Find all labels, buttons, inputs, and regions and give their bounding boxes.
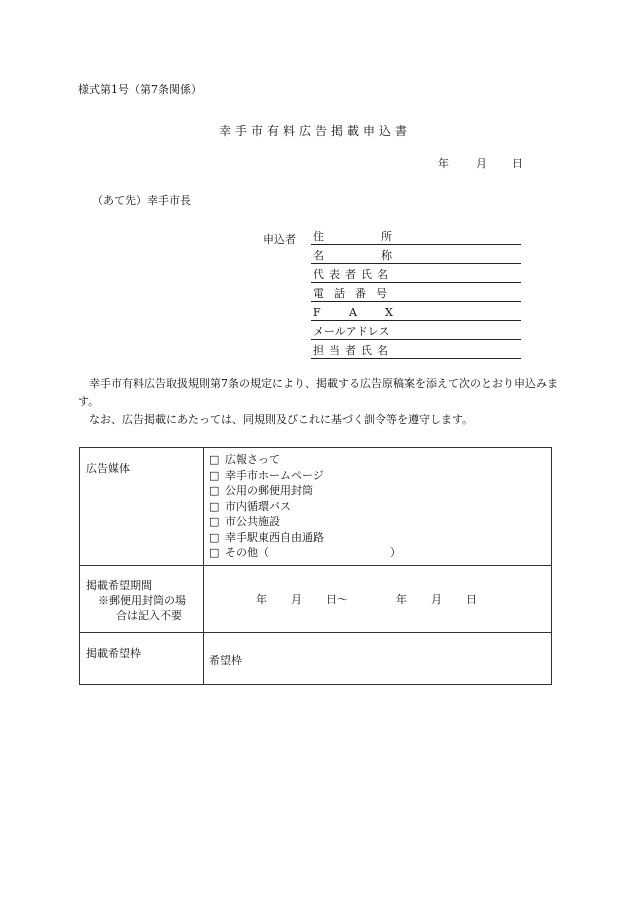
application-table — [79, 447, 552, 685]
fax-label-2: A — [349, 306, 357, 319]
period-year: 年 — [256, 592, 267, 606]
media-option-facility[interactable]: □ 市公共施設 — [209, 515, 280, 528]
media-option-kouhou[interactable]: □ 広報さって — [209, 453, 280, 466]
name-field[interactable] — [311, 248, 521, 264]
period-label: 掲載希望期間 — [86, 578, 152, 592]
phone-field[interactable] — [311, 286, 521, 302]
contact-field[interactable] — [311, 343, 521, 359]
period-month-2: 月 — [431, 592, 442, 606]
page-title: 幸手市有料広告掲載申込書 — [218, 124, 411, 138]
media-label: 広告媒体 — [80, 448, 204, 566]
media-options-cell — [204, 448, 552, 566]
media-list — [204, 448, 551, 565]
fax-label-3: X — [385, 306, 393, 319]
period-month: 月 — [291, 592, 302, 606]
paragraph-1: 幸手市有料広告取扱規則第7条の規定により、掲載する広告原稿案を添えて次のとおり申込みます。 — [78, 377, 558, 408]
period-input-cell[interactable] — [204, 565, 552, 632]
phone-label: 電話番号 — [313, 287, 397, 300]
period-note-1: ※郵便用封筒の場 — [98, 593, 186, 607]
period-day-2: 日 — [466, 592, 477, 606]
form-number: 様式第1号（第7条関係） — [78, 83, 202, 96]
checkbox-icon[interactable]: □ — [209, 484, 220, 497]
slot-input-cell[interactable] — [204, 632, 552, 684]
date-year: 年 — [438, 157, 449, 170]
media-option-envelope[interactable]: □ 公用の郵便用封筒 — [209, 484, 313, 497]
checkbox-icon[interactable]: □ — [209, 468, 220, 482]
checkbox-icon[interactable]: □ — [209, 515, 220, 528]
slot-value: 希望枠 — [209, 653, 242, 667]
contact-label: 担当者氏名 — [313, 344, 393, 357]
email-label: メールアドレス — [313, 325, 390, 338]
media-option-passage[interactable]: □ 幸手駅東西自由通路 — [209, 530, 324, 544]
address-field[interactable] — [311, 229, 521, 245]
paragraph-2: なお、広告掲載にあたっては、同規則及びこれに基づく訓令等を遵守します。 — [89, 413, 474, 426]
date-month: 月 — [476, 157, 487, 170]
applicant-label: 申込者 — [263, 233, 296, 246]
address-label-2: 所 — [381, 230, 392, 243]
fax-label-1: F — [313, 306, 321, 319]
media-option-other[interactable]: □ その他（ ） — [209, 546, 401, 559]
representative-field[interactable] — [311, 267, 521, 283]
fax-field[interactable] — [311, 305, 521, 321]
period-day-from: 日～ — [326, 592, 348, 606]
checkbox-icon[interactable]: □ — [209, 530, 220, 544]
addressee: （あて先）幸手市長 — [92, 194, 191, 207]
period-year-2: 年 — [396, 592, 407, 606]
name-label-2: 称 — [381, 249, 392, 262]
media-row — [80, 448, 552, 566]
period-note-2: 合は記入不要 — [116, 608, 182, 622]
media-option-homepage[interactable]: □ 幸手市ホームページ — [209, 468, 324, 482]
checkbox-icon[interactable]: □ — [209, 453, 220, 466]
period-label-cell — [80, 565, 204, 632]
date-line — [438, 155, 523, 171]
checkbox-icon[interactable]: □ — [209, 499, 220, 513]
email-field[interactable] — [311, 324, 521, 340]
name-label-1: 名 — [313, 249, 324, 262]
checkbox-icon[interactable]: □ — [209, 546, 220, 559]
date-day: 日 — [512, 157, 523, 170]
slot-row — [80, 632, 552, 684]
representative-label: 代表者氏名 — [313, 268, 393, 281]
slot-label: 掲載希望枠 — [80, 632, 204, 684]
media-option-bus[interactable]: □ 市内循環バス — [209, 499, 291, 513]
period-row — [80, 565, 552, 632]
address-label-1: 住 — [313, 230, 324, 243]
